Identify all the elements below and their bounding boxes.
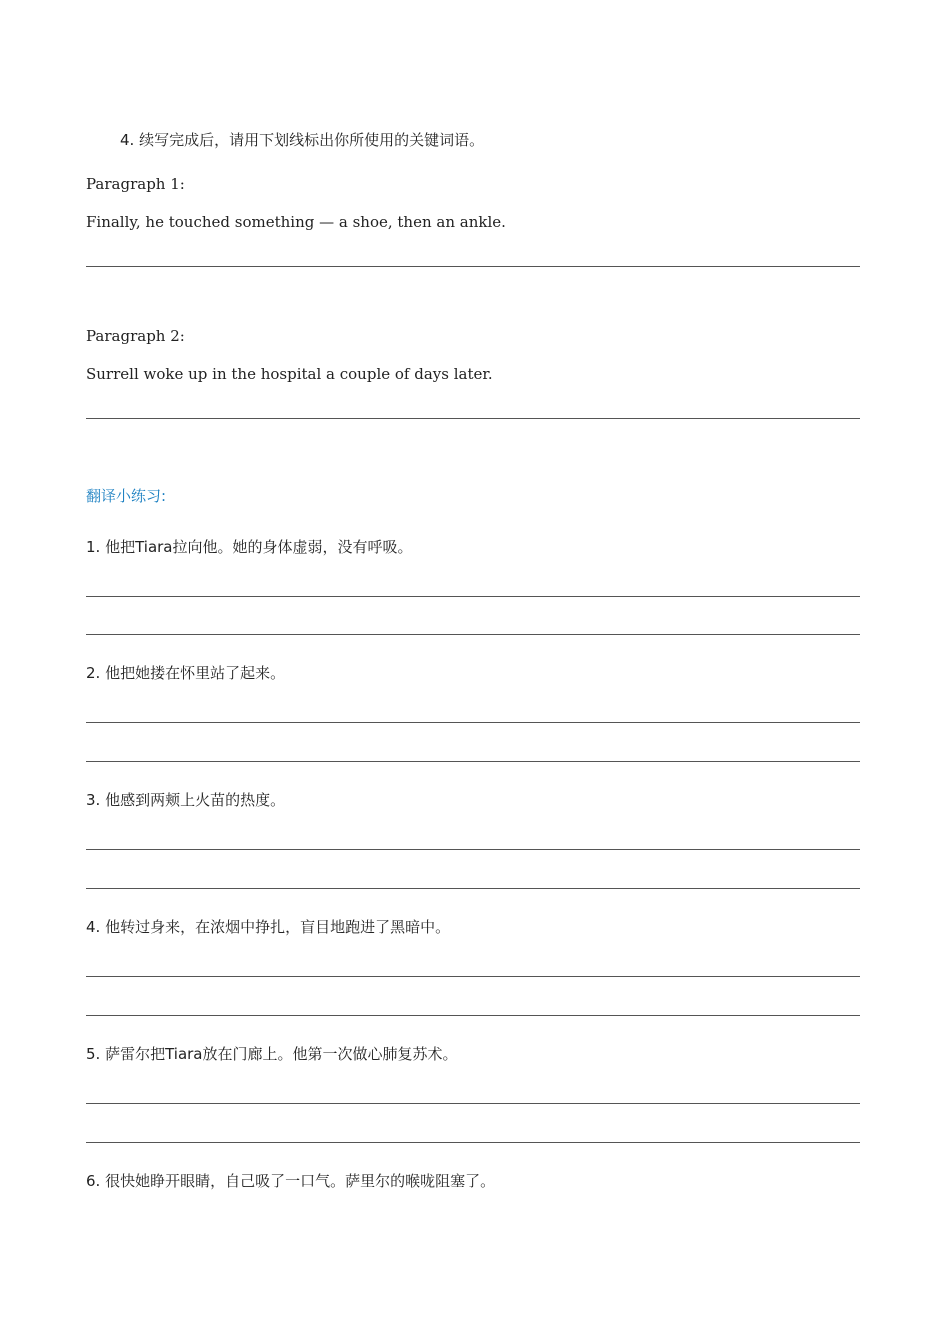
answer-line bbox=[86, 976, 860, 977]
translation-item-3: 3. 他感到两颊上火苗的热度。 bbox=[86, 791, 286, 809]
answer-line bbox=[86, 634, 860, 635]
translation-item-2: 2. 他把她搂在怀里站了起来。 bbox=[86, 664, 286, 682]
answer-line bbox=[86, 849, 860, 850]
translation-item-6: 6. 很快她睁开眼睛，自己吸了一口气。萨里尔的喉咙阻塞了。 bbox=[86, 1172, 496, 1190]
translation-item-5: 5. 萨雷尔把Tiara放在门廊上。他第一次做心肺复苏术。 bbox=[86, 1045, 458, 1063]
answer-line bbox=[86, 596, 860, 597]
paragraph1-opening: Finally, he touched something — a shoe, then an ankle. bbox=[86, 213, 506, 231]
continuation-instruction: 4. 续写完成后，请用下划线标出你所使用的关键词语。 bbox=[120, 131, 485, 149]
paragraph2-label: Paragraph 2: bbox=[86, 327, 185, 345]
translation-heading: 翻译小练习: bbox=[86, 487, 167, 505]
answer-line bbox=[86, 1142, 860, 1143]
answer-line bbox=[86, 266, 860, 267]
answer-line bbox=[86, 1015, 860, 1016]
answer-line bbox=[86, 722, 860, 723]
answer-line bbox=[86, 418, 860, 419]
answer-line bbox=[86, 1103, 860, 1104]
translation-item-4: 4. 他转过身来，在浓烟中挣扎，盲目地跑进了黑暗中。 bbox=[86, 918, 451, 936]
paragraph2-opening: Surrell woke up in the hospital a couple of days later. bbox=[86, 365, 493, 383]
paragraph1-label: Paragraph 1: bbox=[86, 175, 185, 193]
answer-line bbox=[86, 888, 860, 889]
translation-item-1: 1. 他把Tiara拉向他。她的身体虚弱，没有呼吸。 bbox=[86, 538, 413, 556]
answer-line bbox=[86, 761, 860, 762]
